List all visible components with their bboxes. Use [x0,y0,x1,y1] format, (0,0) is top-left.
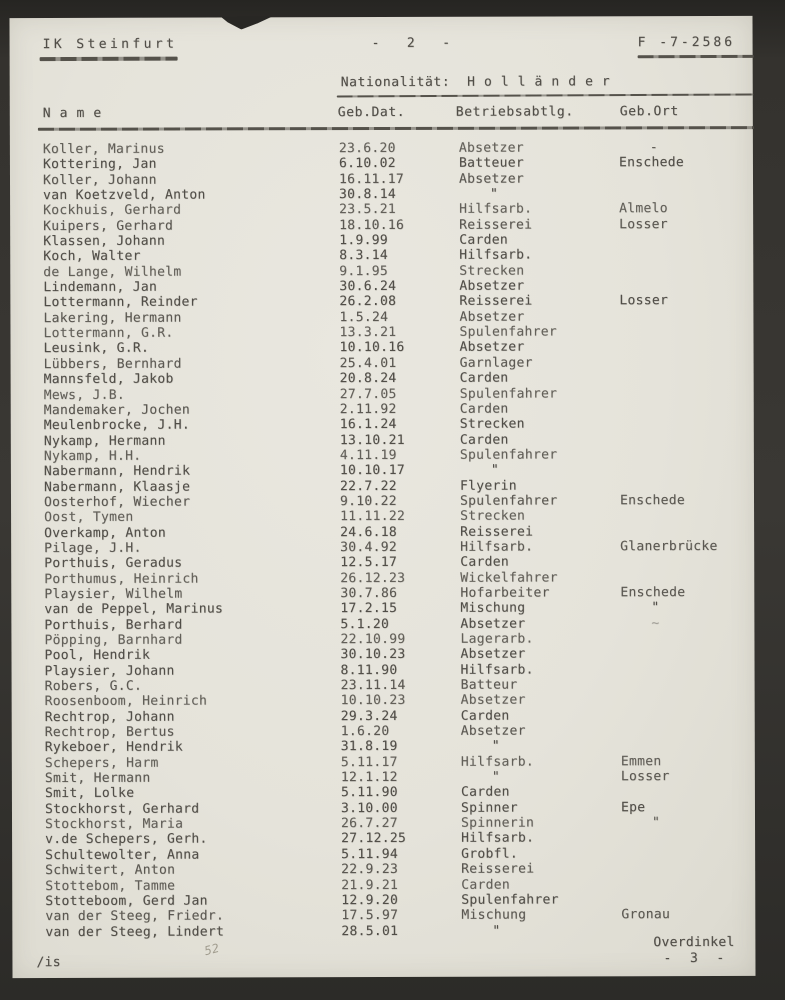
next-page-number: - 3 - [663,950,726,967]
cell-name: van de Peppel, Marinus [44,601,224,618]
cell-name: Oosterhof, Wiecher [43,494,191,510]
cell-name: Schwitert, Anton [45,862,176,879]
cell-birth-place: Enschede [620,585,686,601]
cell-birth-place: Losser [619,216,668,232]
cell-department: Reisserei [459,217,533,233]
cell-department: Carden [460,708,510,724]
cell-department: Garnlager [459,355,533,371]
cell-birth-date: 26.12.23 [340,570,406,586]
cell-department: Absetzer [460,692,526,709]
cell-department: Spulenfahrer [461,892,559,908]
cell-birth-date: 8.3.14 [339,248,389,264]
cell-birth-date: 30.7.86 [340,585,398,602]
table-row [45,922,750,940]
cell-name: Smit, Hermann [44,770,151,787]
cell-department: Batteur [460,677,518,693]
cell-birth-date: 24.6.18 [340,524,398,540]
cell-birth-date: 30.8.14 [339,186,396,203]
cell-birth-date: 1.5.24 [339,309,389,325]
cell-name: Schultewolter, Anna [45,847,200,863]
cell-name: Lübbers, Bernhard [43,356,182,372]
cell-birth-date: 1.9.99 [339,233,388,249]
cell-birth-date: 4.11.19 [339,447,397,464]
cell-department: Flyerin [459,478,517,494]
cell-name: Koller, Marinus [42,141,165,158]
cell-name: Porthuis, Berhard [44,617,183,633]
cell-department: Spinner [460,800,518,816]
cell-department: Mischung [460,600,526,617]
office-underline [40,57,178,61]
cell-name: Schepers, Harm [44,755,159,771]
cell-name: Kuipers, Gerhard [43,218,174,234]
cell-birth-date: 9.10.22 [339,493,397,510]
cell-name: Lakering, Hermann [43,310,182,326]
cell-birth-date: 30.6.24 [339,279,397,295]
cell-birth-date: 5.1.20 [340,616,390,632]
cell-name: Meulenbrocke, J.H. [43,417,191,434]
file-reference-underline [638,55,754,58]
cell-department: Batteuer [458,155,524,172]
cell-birth-date: 31.8.19 [340,739,398,755]
cell-department: Carden [460,554,509,571]
cell-birth-date: 27.7.05 [339,386,397,402]
cell-department: Spulenfahrer [459,324,558,340]
cell-department: Reisserei [459,293,533,310]
cell-birth-date: 23.11.14 [340,677,406,694]
cell-name: Nykamp, H.H. [43,448,142,464]
cell-birth-date: 27.12.25 [341,831,407,847]
cell-birth-date: 23.6.20 [338,140,396,157]
carryover-birth-place: Overdinkel [653,934,735,951]
cell-name: Nabermann, Klaasje [43,479,191,495]
cell-department: Absetzer [459,278,525,294]
cell-name: Koch, Walter [43,249,141,265]
cell-birth-date: 8.11.90 [340,662,398,678]
cell-name: Stockhorst, Maria [45,816,184,833]
cell-department: Carden [459,401,509,417]
cell-name: van Koetzveld, Anton [43,187,206,204]
cell-department: Carden [460,785,510,801]
cell-department: Lagerarb. [460,631,534,647]
cell-department: Hilfsarb. [461,830,535,847]
cell-name: Nykamp, Hermann [43,433,166,449]
cell-department: Absetzer [460,646,526,663]
file-reference: F -7-2586 [637,34,736,51]
cell-department: Strecken [460,508,526,525]
cell-birth-place: Enschede [619,492,686,509]
cell-department: Carden [459,432,509,448]
cell-birth-date: 9.1.95 [339,263,389,279]
cell-name: Mews, J.B. [43,387,125,403]
cell-name: Playsier, Wilhelm [44,586,183,603]
cell-department: Hilfsarb. [460,539,534,555]
cell-department: Strecken [459,416,525,432]
cell-birth-date: 22.9.23 [341,862,399,878]
cell-name: Oost, Tymen [44,510,134,526]
cell-birth-date: 22.10.99 [340,631,406,648]
column-header-birth-place: Geb.Ort [619,104,679,120]
cell-department: Mischung [461,907,527,923]
page-number: - 2 - [371,35,452,52]
cell-department: Hilfsarb. [459,247,533,264]
cell-department: Absetzer [460,723,526,739]
cell-name: Rykeboer, Hendrik [44,740,183,756]
cell-birth-date: 1.6.20 [340,724,390,740]
cell-department: Absetzer [459,309,525,325]
cell-birth-date: 26.2.08 [339,294,397,310]
cell-department: Strecken [459,263,525,279]
cell-birth-date: 10.10.16 [339,340,405,356]
cell-department: Absetzer [459,340,525,356]
cell-birth-date: 5.11.94 [341,846,399,862]
column-header-name: N a m e [42,105,102,122]
cell-birth-place: " [651,600,660,616]
cell-name: Kockhuis, Gerhard [43,203,182,219]
cell-birth-date: 30.4.92 [340,539,398,556]
pencil-count-annotation: 52 [202,940,221,959]
cell-name: v.de Schepers, Gerh. [45,832,208,848]
cell-department: Carden [459,232,508,248]
cell-name: de Lange, Wilhelm [43,264,182,280]
cell-birth-date: 18.10.16 [339,217,405,233]
cell-birth-date: 26.7.27 [341,816,398,832]
office-heading: IK Steinfurt [42,36,178,53]
cell-birth-place: - [649,140,659,156]
cell-birth-date: 3.10.00 [340,800,398,816]
nationality-heading: Nationalität: H o l l ä n d e r [340,74,611,91]
cell-name: Koller, Johann [42,172,157,188]
cell-birth-date: 2.11.92 [339,401,397,417]
cell-name: Leusink, G.R. [43,341,150,357]
cell-birth-date: 10.10.23 [340,693,406,709]
cell-department: Hilfsarb. [460,662,534,678]
cell-birth-date: 28.5.01 [341,923,399,939]
cell-name: Mandemaker, Jochen [43,402,191,418]
cell-department: Spulenfahrer [459,493,558,509]
table-header-rule [38,126,754,131]
cell-birth-place: Gronau [621,907,671,923]
cell-name: Lottermann, Reinder [43,295,198,311]
cell-department: Absetzer [458,171,525,187]
cell-department: " [491,739,500,755]
table-body [43,140,751,940]
cell-department: Wickelfahrer [460,570,558,586]
cell-birth-date: 6.10.02 [338,156,396,172]
cell-name: Porthuis, Geradus [44,555,183,572]
cell-name: Robers, G.C. [44,678,143,695]
cell-name: Pöpping, Barnhard [44,632,183,649]
cell-department: " [490,186,499,202]
cell-name: Stotteboom, Gerd Jan [45,893,208,909]
cell-name: Rechtrop, Johann [44,709,175,725]
typist-initials: /is [36,955,61,971]
cell-name: Klassen, Johann [43,233,166,250]
cell-name: Stockhorst, Gerhard [44,801,200,817]
cell-name: Smit, Lolke [44,786,135,802]
cell-department: Carden [461,877,511,893]
cell-birth-date: 5.11.17 [340,754,398,770]
cell-department: Hilfsarb. [460,754,534,770]
cell-name: Nabermann, Hendrik [43,463,191,480]
cell-name: Rechtrop, Bertus [44,724,175,741]
cell-birth-date: 13.10.21 [339,432,405,448]
cell-birth-place: Glanerbrücke [620,538,718,555]
cell-name: Roosenboom, Heinrich [44,693,208,710]
cell-birth-date: 12.9.20 [341,892,399,908]
cell-name: Kottering, Jan [42,157,157,173]
cell-birth-place: Almelo [619,201,668,217]
cell-birth-date: 13.3.21 [339,325,397,341]
cell-name: van der Steeg, Friedr. [45,908,225,925]
cell-name: Pilage, J.H. [44,540,142,557]
paper-tear-notch [220,16,272,29]
column-header-birth-date: Geb.Dat. [337,104,406,121]
cell-birth-date: 22.7.22 [339,478,397,494]
cell-birth-date: 30.10.23 [340,647,406,663]
cell-birth-date: 21.9.21 [341,877,399,893]
cell-department: Spinnerin [461,815,535,831]
cell-department: " [491,769,501,785]
cell-birth-date: 23.5.21 [339,202,397,218]
cell-department: Hofarbeiter [460,585,550,601]
cell-department: Spulenfahrer [459,385,558,402]
cell-birth-date: 5.11.90 [340,785,398,801]
paper-sheet [9,16,755,978]
cell-department: Reisserei [461,861,535,877]
cell-birth-date: 12.1.12 [340,770,398,786]
cell-birth-date: 10.10.17 [339,463,405,479]
cell-birth-place: Emmen [620,753,662,770]
cell-birth-date: 29.3.24 [340,708,398,724]
cell-department: Reisserei [460,524,534,540]
cell-name: Playsier, Johann [44,663,175,679]
cell-birth-place: " [652,815,661,831]
cell-birth-date: 17.5.97 [341,908,399,924]
cell-department: Grobfl. [461,846,519,862]
cell-name: van der Steeg, Lindert [45,924,225,940]
cell-department: " [492,923,501,939]
cell-birth-place: Losser [619,293,669,309]
cell-birth-date: 20.8.24 [339,371,397,387]
cell-birth-date: 16.11.17 [338,171,405,187]
cell-department: Carden [459,370,509,386]
cell-department: " [490,462,500,478]
cell-name: Stottebom, Tamme [45,878,176,894]
cell-name: Lindemann, Jan [43,279,158,296]
cell-birth-date: 25.4.01 [339,355,397,371]
cell-name: Mannsfeld, Jakob [43,371,174,388]
cell-birth-date: 16.1.24 [339,417,397,433]
cell-department: Spulenfahrer [459,447,558,463]
column-header-department: Betriebsabtlg. [455,104,574,120]
cell-birth-date: 11.11.22 [340,509,406,525]
cell-birth-place: ~ [651,615,660,631]
nationality-underline [337,93,754,97]
cell-birth-place: Enschede [618,155,684,171]
cell-name: Lottermann, G.R. [43,325,174,342]
cell-name: Porthumus, Heinrich [44,571,199,587]
cell-birth-place: Losser [620,769,670,785]
cell-birth-date: 12.5.17 [340,555,398,571]
cell-birth-place: Epe [620,799,646,816]
cell-birth-date: 17.2.15 [340,601,398,617]
cell-department: Absetzer [458,140,524,156]
cell-department: Absetzer [460,616,526,632]
cell-department: Hilfsarb. [459,201,533,218]
cell-name: Overkamp, Anton [44,525,167,541]
cell-name: Pool, Hendrik [44,648,151,664]
